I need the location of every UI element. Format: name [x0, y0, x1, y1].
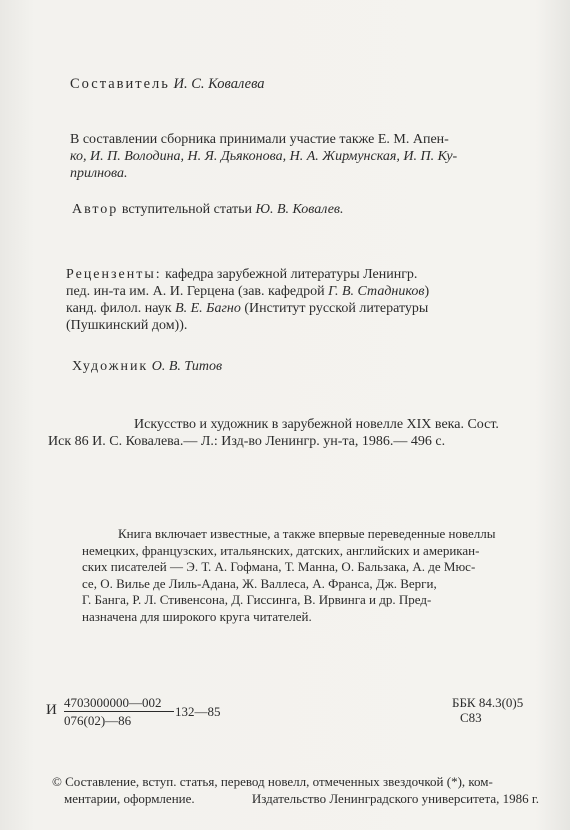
reviewers-line-1	[66, 266, 506, 283]
annotation-line: ских писателей — Э. Т. А. Гофмана, Т. Манна, О. Бальзака, А. де Мюс-	[82, 559, 476, 575]
reviewers-line-3	[66, 300, 506, 317]
annotation-line: се, О. Вилье де Лиль-Адана, Ж. Валлеса, А. Франса, Дж. Верги,	[82, 575, 437, 591]
bbk-line: С83	[460, 710, 482, 725]
reviewers-text: )	[424, 284, 430, 299]
copyright-line-2	[64, 790, 539, 807]
catalog-line-2: Иск 86 И. С. Ковалева.— Л.: Изд-во Ленингр. ун-та, 1986.— 496 с.	[48, 434, 446, 449]
reviewers-label: Рецензенты:	[66, 267, 162, 282]
annotation-line: Г. Банга, Р. Л. Стивенсона, Д. Гиссинга, В. Ирвинга и др. Пред-	[82, 592, 432, 608]
participants-line: ко, И. П. Володина, Н. Я. Дьяконова, Н. А. Жирмунская, И. П. Ку-	[70, 149, 458, 164]
index-letter: И	[46, 702, 57, 718]
reviewers-text: канд. филол. наук	[66, 301, 172, 316]
copyright-line-1: © Составление, вступ. статья, перевод новелл, отмеченных звездочкой (*), ком-	[52, 774, 493, 789]
annotation-paragraph	[82, 526, 522, 626]
annotation-line: назначена для широкого круга читателей.	[82, 608, 312, 624]
compiler-line	[70, 76, 265, 93]
index-denominator: 076(02)—86	[64, 713, 132, 728]
index-numerator: 4703000000—002	[64, 695, 162, 710]
reviewer-head-name: Г. В. Стадников	[328, 284, 425, 299]
reviewers-text: кафедра зарубежной литературы Ленингр.	[165, 267, 418, 282]
catalog-text: и художник в зарубежной новелле XIX века. Сост.	[199, 417, 499, 432]
reviewers-paragraph	[66, 266, 506, 334]
fraction-bar	[64, 711, 174, 712]
publisher-text: Издательство Ленинградского университета, 1986 г.	[251, 791, 539, 806]
index-code: 132—85	[175, 704, 221, 719]
intro-author-line	[72, 201, 344, 218]
participants-paragraph	[70, 131, 510, 182]
artist-name: О. В. Титов	[151, 359, 223, 374]
reviewer-name: В. Е. Багно	[175, 301, 241, 316]
artist-line	[72, 358, 222, 375]
catalog-line-1	[134, 416, 499, 433]
reviewers-text: (Институт русской литературы	[244, 301, 429, 316]
bbk-line: ББК 84.3(0)5	[452, 695, 524, 710]
compiler-label: Составитель	[70, 76, 170, 92]
reviewers-line-4: (Пушкинский дом)).	[66, 318, 188, 333]
compiler-name: И. С. Ковалева	[173, 76, 265, 92]
intro-author-label: Автор	[72, 202, 119, 217]
copyright-text: ментарии, оформление.	[64, 791, 195, 806]
reviewers-text: пед. ин-та им. А. И. Герцена (зав. кафедрой	[66, 284, 325, 299]
bbk-classification	[452, 695, 523, 725]
annotation-line: немецких, французских, итальянских, датских, английских и американ-	[82, 542, 480, 558]
reviewers-line-2	[66, 283, 506, 300]
annotation-line: Книга включает известные, а также впервые переведенные новеллы	[118, 526, 496, 541]
participants-line: прилнова.	[70, 166, 128, 181]
artist-label: Художник	[72, 359, 149, 374]
intro-author-name: Ю. В. Ковалев.	[255, 202, 344, 217]
participants-line: В составлении сборника принимали участие также Е. М. Апен-	[70, 132, 449, 147]
catalog-title: Искусство	[134, 417, 196, 432]
intro-author-text: вступительной статьи	[121, 202, 253, 217]
